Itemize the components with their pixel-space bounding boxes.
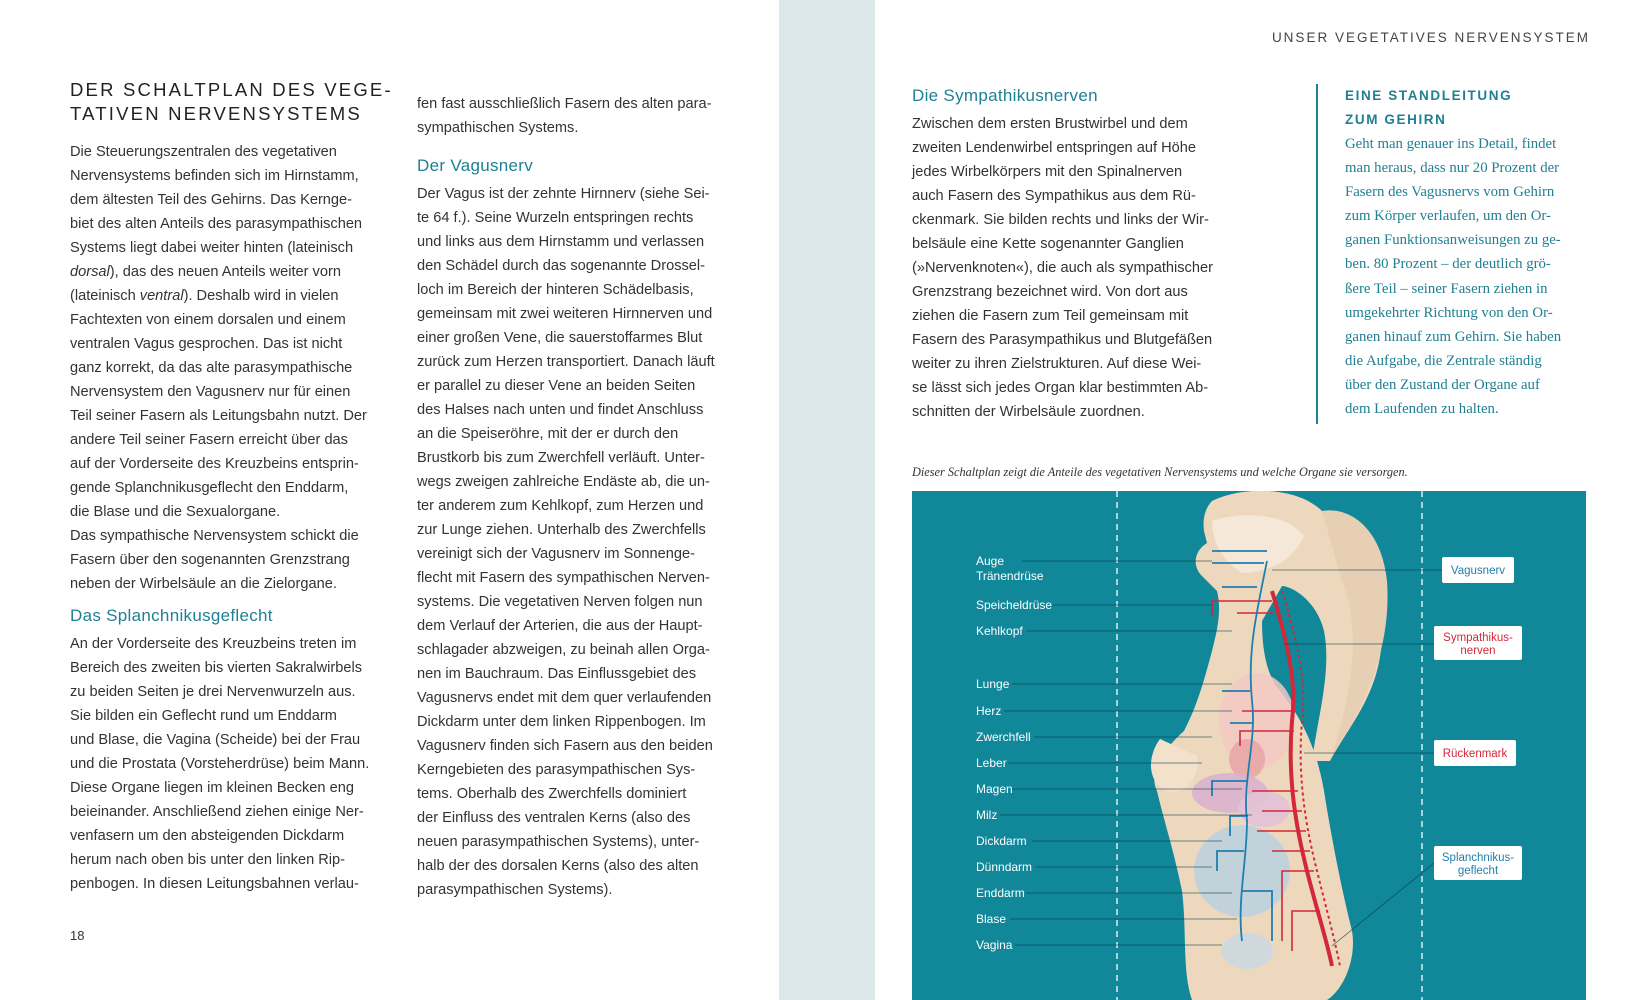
label-magen: Magen (976, 782, 1013, 796)
text-line: Dickdarm unter dem linken Rippenbogen. Im (417, 714, 706, 730)
text-line: Sie bilden ein Geflecht rund um Enddarm (70, 708, 337, 724)
heart-shape (1229, 739, 1265, 779)
info-box (1316, 84, 1600, 424)
text-line: Nervensystems befinden sich im Hirnstamm, (70, 168, 359, 184)
text-line: neuen parasympathischen Systems), unter- (417, 834, 700, 850)
chapter-title (70, 78, 393, 126)
text-line: ganz korrekt, da das alte parasympathische (70, 360, 353, 376)
text-line: Grenzstrang bezeichnet wird. Von dort aus (912, 284, 1188, 300)
label-leber: Leber (976, 756, 1007, 770)
text-line: gende Splanchnikusgeflecht den Enddarm, (70, 480, 349, 496)
text-line: dorsal), das des neuen Anteils weiter vorn (70, 264, 341, 280)
tag-vagusnerv (1442, 557, 1514, 583)
text-line: zum Körper verlaufen, um den Or- (1345, 208, 1551, 225)
text-line: ziehen die Fasern zum Teil gemeinsam mit (912, 308, 1189, 324)
text-line: ßere Teil – seiner Fasern ziehen in (1345, 280, 1548, 297)
text-line: nen im Bauchraum. Das Einflussgebiet des (417, 666, 697, 682)
text-line: Kerngebieten des parasympathischen Sys- (417, 762, 696, 778)
paragraph-splanchnikus (70, 632, 395, 896)
paragraph-continuation (417, 92, 747, 140)
text-line: (»Nervenknoten«), die auch als sympathischer (912, 260, 1213, 276)
tag-splanchnikus-text-line-1: Splanchnikus- (1441, 852, 1515, 864)
info-box-title-line-1: EINE STANDLEITUNG (1345, 88, 1513, 103)
text-line: Bereich des zweiten bis vierten Sakralwirbels (70, 660, 363, 676)
text-line: Fasern des Vagusnervs vom Gehirn (1345, 184, 1555, 201)
text-line: auch Fasern des Sympathikus aus dem Rü- (912, 188, 1196, 204)
tag-sympathikus-text-line-1: Sympathikus- (1443, 632, 1513, 644)
text-line: die Aufgabe, die Zentrale ständig (1345, 352, 1542, 369)
tag-splanchnikusgeflecht (1434, 846, 1522, 880)
text-line: zur Lunge ziehen. Unterhalb des Zwerchfells (417, 522, 706, 538)
text-line: ter anderem zum Kehlkopf, zum Herzen und (417, 498, 704, 514)
bladder-shape (1221, 933, 1273, 969)
text-column-2 (417, 92, 747, 902)
nervous-system-diagram (912, 491, 1586, 1000)
text-line: über den Zustand der Organe auf (1345, 376, 1540, 393)
text-line: Der Vagus ist der zehnte Hirnnerv (siehe Sei- (417, 186, 710, 202)
book-gutter (779, 0, 875, 1000)
text-line: zweiten Lendenwirbel entspringen auf Höhe (912, 140, 1196, 156)
text-line: biet des alten Anteils des parasympathischen (70, 216, 363, 232)
text-line: zurück zum Herzen transportiert. Danach läuft (417, 354, 715, 370)
text-line: und die Prostata (Vorsteherdrüse) beim Mann. (70, 756, 370, 772)
text-line: se lässt sich jedes Organ klar bestimmten Ab- (912, 380, 1209, 396)
text-line: Zwischen dem ersten Brustwirbel und dem (912, 116, 1188, 132)
text-line: schlagader abzweigen, zu beinah allen Orga- (417, 642, 710, 658)
text-line: belsäule eine Kette sogenannter Ganglien (912, 236, 1184, 252)
text-line: er parallel zu dieser Vene an beiden Seiten (417, 378, 696, 394)
label-kehlkopf: Kehlkopf (976, 624, 1023, 638)
label-traenendruese: Tränendrüse (976, 569, 1044, 583)
diagram-svg (912, 491, 1586, 1000)
text-line: umgekehrter Richtung von den Or- (1345, 304, 1553, 321)
text-line: flecht mit Fasern des sympathischen Nerven- (417, 570, 710, 586)
text-column-3 (912, 84, 1242, 424)
text-line: Fasern des Parasympathikus und Blutgefäßen (912, 332, 1213, 348)
paragraph-sympathikus (912, 112, 1242, 424)
info-box-title (1345, 84, 1600, 132)
text-line: an die Speiseröhre, mit der er durch den (417, 426, 679, 442)
text-line: Geht man genauer ins Detail, findet (1345, 136, 1557, 152)
text-line: herum nach oben bis unter den linken Rip- (70, 852, 346, 868)
text-line: des Halses nach unten und findet Anschluss (417, 402, 704, 418)
label-enddarm: Enddarm (976, 886, 1025, 900)
chapter-title-line-2: TATIVEN NERVENSYSTEMS (70, 103, 362, 124)
text-line: wegs zweigen zahlreiche Endäste ab, die un- (417, 474, 710, 490)
text-line: schnitten der Wirbelsäule zuordnen. (912, 404, 1145, 420)
label-duenndarm: Dünndarm (976, 860, 1033, 874)
text-line: venfasern um den absteigenden Dickdarm (70, 828, 345, 844)
chapter-title-line-1: DER SCHALTPLAN DES VEGE- (70, 79, 393, 100)
text-column-1 (70, 140, 395, 896)
tag-rueckenmark-text: Rückenmark (1442, 748, 1508, 760)
running-head: UNSER VEGETATIVES NERVENSYSTEM (1271, 30, 1590, 45)
text-line: loch im Bereich der hinteren Schädelbasis, (417, 282, 694, 298)
text-line: Vagusnerv finden sich Fasern aus den beiden (417, 738, 713, 754)
text-line: Systems liegt dabei weiter hinten (lateinisch (70, 240, 354, 256)
text-line: den Schädel durch das sogenannte Drossel- (417, 258, 706, 274)
label-herz: Herz (976, 704, 1002, 718)
label-auge: Auge (976, 554, 1005, 568)
tag-sympathikusnerven (1434, 626, 1522, 660)
heading-splanchnikusgeflecht: Das Splanchnikusgeflecht (70, 606, 273, 625)
text-line: weiter zu ihren Zielstrukturen. Auf diese Wei- (912, 356, 1202, 372)
text-line: Brustkorb bis zum Zwerchfell verläuft. Unter- (417, 450, 705, 466)
text-line: der Einfluss des ventralen Kerns (also des (417, 810, 691, 826)
text-line: te 64 f.). Seine Wurzeln entspringen rechts (417, 210, 694, 226)
text-line: Die Steuerungszentralen des vegetativen (70, 144, 337, 160)
figure-caption: Dieser Schaltplan zeigt die Anteile des vegetativen Nervensystems und welche Organe sie versorgen. (912, 465, 1408, 479)
text-line: ganen Funktionsanweisungen zu ge- (1345, 232, 1561, 249)
text-line: vereinigt sich der Vagusnerv im Sonnenge- (417, 546, 695, 562)
text-line: sympathischen Systems. (417, 120, 579, 136)
text-line: einer großen Vene, die sauerstoffarmes Blut (417, 330, 703, 346)
label-blase: Blase (976, 912, 1007, 926)
text-line: dem Laufenden zu halten. (1345, 401, 1499, 418)
label-zwerchfell: Zwerchfell (976, 730, 1031, 744)
text-line: dem ältesten Teil des Gehirns. Das Kernge- (70, 192, 353, 208)
intestine-shape (1194, 825, 1290, 917)
info-box-text (1345, 132, 1600, 421)
text-line: dem Verlauf der Arterien, die aus der Haupt- (417, 618, 703, 634)
text-line: gemeinsam mit zwei weiteren Hirnnerven und (417, 306, 713, 322)
tag-sympathikus-text-line-2: nerven (1460, 645, 1496, 657)
text-line: beieinander. Anschließend ziehen einige Ner- (70, 804, 364, 820)
text-line: Das sympathische Nervensystem schickt die (70, 528, 359, 544)
text-line: auf der Vorderseite des Kreuzbeins entsprin- (70, 456, 359, 472)
label-dickdarm: Dickdarm (976, 834, 1027, 848)
paragraph-vagusnerv (417, 182, 747, 902)
label-vagina: Vagina (976, 938, 1013, 952)
page-number: 18 (70, 928, 85, 943)
text-line: penbogen. In diesen Leitungsbahnen verlau- (70, 876, 359, 892)
heading-vagusnerv: Der Vagusnerv (417, 156, 534, 175)
text-line: Teil seiner Fasern als Leitungsbahn nutzt. Der (70, 408, 367, 424)
paragraph-intro (70, 140, 395, 596)
text-line: andere Teil seiner Fasern erreicht über das (70, 432, 348, 448)
text-line: Fachtexten von einem dorsalen und einem (70, 312, 346, 328)
text-line: ganen hinauf zum Gehirn. Sie haben (1345, 328, 1562, 345)
text-line: und Blase, die Vagina (Scheide) bei der Frau (70, 732, 361, 748)
text-line: parasympathischen Systems). (417, 882, 613, 898)
text-line: die Blase und die Sexualorgane. (70, 504, 281, 520)
heading-sympathikusnerven: Die Sympathikusnerven (912, 86, 1098, 105)
text-line: Nervensystem den Vagusnerv nur für einen (70, 384, 351, 400)
text-line: man heraus, dass nur 20 Prozent der (1345, 160, 1560, 177)
text-line: ventralen Vagus gesprochen. Das ist nicht (70, 336, 343, 352)
label-speicheldruese: Speicheldrüse (976, 598, 1053, 612)
tag-rueckenmark (1434, 740, 1516, 766)
label-lunge: Lunge (976, 677, 1010, 691)
text-line: tems. Oberhalb des Zwerchfells dominiert (417, 786, 687, 802)
text-line: und links aus dem Hirnstamm und verlassen (417, 234, 705, 250)
organ-labels (976, 554, 1052, 952)
text-line: ben. 80 Prozent – der deutlich grö- (1345, 256, 1551, 273)
text-line: ckenmark. Sie bilden rechts und links der Wir- (912, 212, 1209, 228)
text-line: jedes Wirbelkörpers mit den Spinalnerven (912, 164, 1183, 180)
text-line: Fasern über den sogenannten Grenzstrang (70, 552, 350, 568)
tag-splanchnikus-text-line-2: geflecht (1457, 865, 1499, 877)
right-page (875, 0, 1650, 1000)
text-line: Vagusnervs endet mit dem quer verlaufenden (417, 690, 712, 706)
text-line: (lateinisch ventral). Deshalb wird in vielen (70, 288, 339, 304)
info-box-title-line-2: ZUM GEHIRN (1345, 112, 1447, 127)
text-line: zu beiden Seiten je drei Nervenwurzeln aus. (70, 684, 356, 700)
tag-vagusnerv-text: Vagusnerv (1450, 565, 1506, 577)
text-line: An der Vorderseite des Kreuzbeins treten im (70, 636, 357, 652)
left-page (0, 0, 779, 1000)
text-line: Diese Organe liegen im kleinen Becken eng (70, 780, 354, 796)
text-line: fen fast ausschließlich Fasern des alten para- (417, 96, 712, 112)
text-line: neben der Wirbelsäule an die Zielorgane. (70, 576, 337, 592)
text-line: systems. Die vegetativen Nerven folgen nun (417, 594, 703, 610)
label-milz: Milz (976, 808, 998, 822)
text-line: halb der des dorsalen Kerns (also des alten (417, 858, 699, 874)
